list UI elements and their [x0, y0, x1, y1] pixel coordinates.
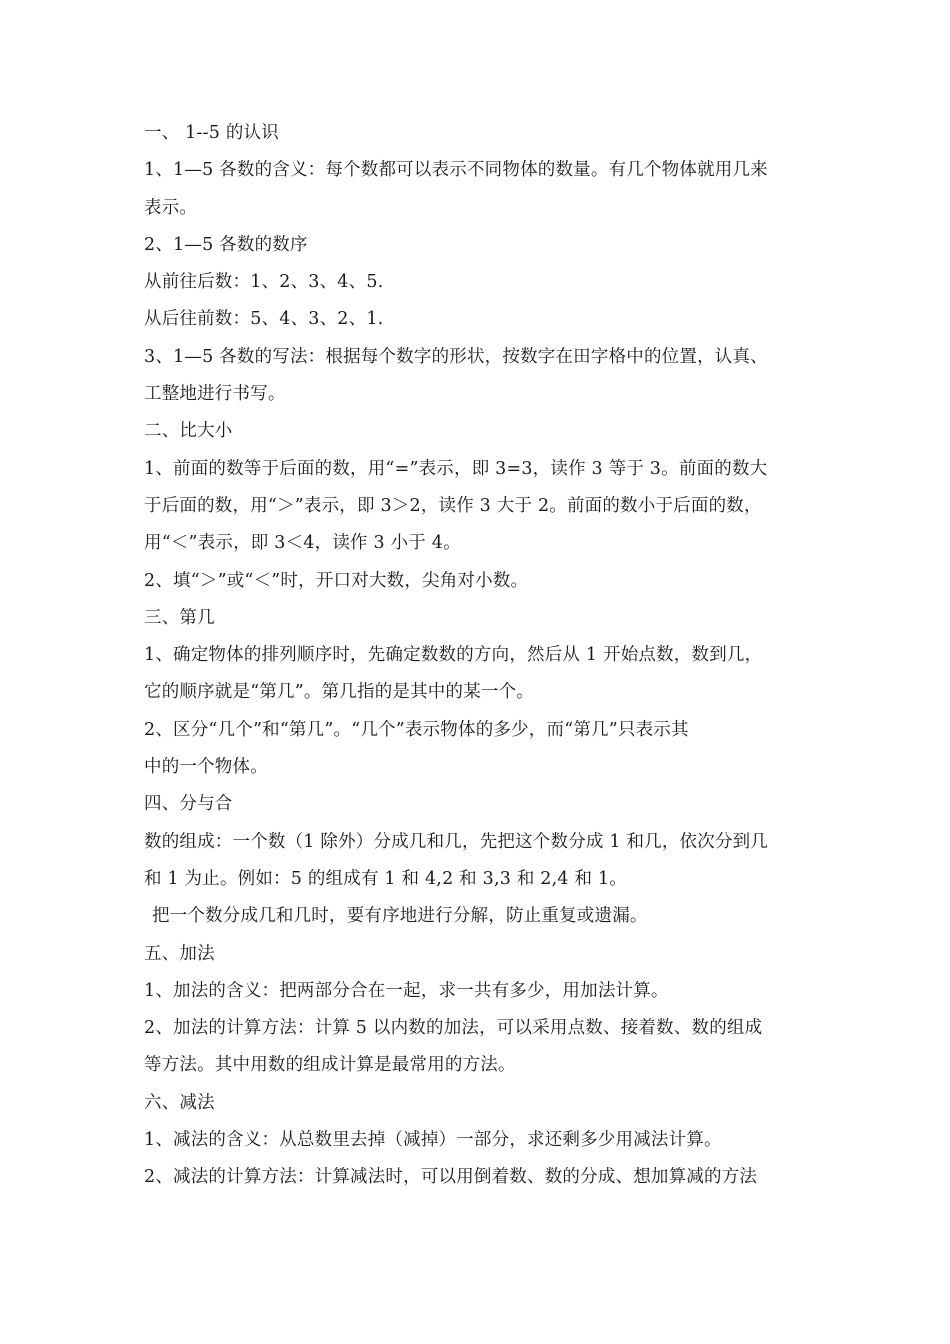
- paragraph-line: 1、减法的含义：从总数里去掉（减掉）一部分，求还剩多少用减法计算。: [144, 1130, 722, 1151]
- paragraph-line: 2、减法的计算方法：计算减法时，可以用倒着数、数的分成、想加算减的方法: [144, 1167, 758, 1188]
- paragraph-line: 3、1—5 各数的写法：根据每个数字的形状，按数字在田字格中的位置，认真、: [144, 346, 768, 367]
- paragraph-line: 从后往前数：5、4、3、2、1.: [144, 309, 384, 330]
- section-heading: 二、比大小: [144, 421, 233, 442]
- paragraph-line: 1、确定物体的排列顺序时，先确定数数的方向，然后从 1 开始点数，数到几，: [144, 645, 763, 666]
- paragraph-line: 2、填“＞”或“＜”时，开口对大数，尖角对小数。: [144, 570, 529, 591]
- paragraph-line: 1、前面的数等于后面的数，用“=”表示，即 3=3，读作 3 等于 3。前面的数大: [144, 458, 768, 479]
- section-heading: 五、加法: [144, 943, 215, 964]
- paragraph-line: 用“＜”表示，即 3＜4，读作 3 小于 4。: [144, 533, 461, 554]
- paragraph-line: 1、1—5 各数的含义：每个数都可以表示不同物体的数量。有几个物体就用几来: [144, 160, 768, 181]
- section-heading: 三、第几: [144, 607, 215, 628]
- paragraph-line: 等方法。其中用数的组成计算是最常用的方法。: [144, 1055, 516, 1076]
- paragraph-line: 工整地进行书写。: [144, 384, 286, 405]
- section-heading: 六、减法: [144, 1092, 215, 1113]
- paragraph-line: 于后面的数，用“＞”表示，即 3＞2，读作 3 大于 2。前面的数小于后面的数，: [144, 495, 762, 516]
- paragraph-line: 数的组成：一个数（1 除外）分成几和几，先把这个数分成 1 和几，依次分到几: [144, 831, 769, 852]
- paragraph-line: 表示。: [144, 197, 198, 218]
- paragraph-line: 它的顺序就是“第几”。第几指的是其中的某一个。: [144, 682, 534, 703]
- paragraph-line: 从前往后数：1、2、3、4、5.: [144, 272, 384, 293]
- paragraph-line: 把一个数分成几和几时，要有序地进行分解，防止重复或遗漏。: [152, 906, 648, 927]
- paragraph-line: 2、区分“几个”和“第几”。“几个”表示物体的多少，而“第几”只表示其: [144, 719, 689, 740]
- paragraph-line: 1、加法的含义：把两部分合在一起，求一共有多少，用加法计算。: [144, 980, 669, 1001]
- paragraph-line: 2、1—5 各数的数序: [144, 234, 308, 255]
- section-heading: 四、分与合: [144, 794, 233, 815]
- paragraph-line: 2、加法的计算方法：计算 5 以内数的加法，可以采用点数、接着数、数的组成: [144, 1018, 763, 1039]
- paragraph-line: 中的一个物体。: [144, 757, 268, 778]
- paragraph-line: 和 1 为止。例如：5 的组成有 1 和 4,2 和 3,3 和 2,4 和 1。: [144, 868, 627, 889]
- section-heading: 一、 1--5 的认识: [144, 123, 279, 143]
- document-body: [144, 115, 812, 1197]
